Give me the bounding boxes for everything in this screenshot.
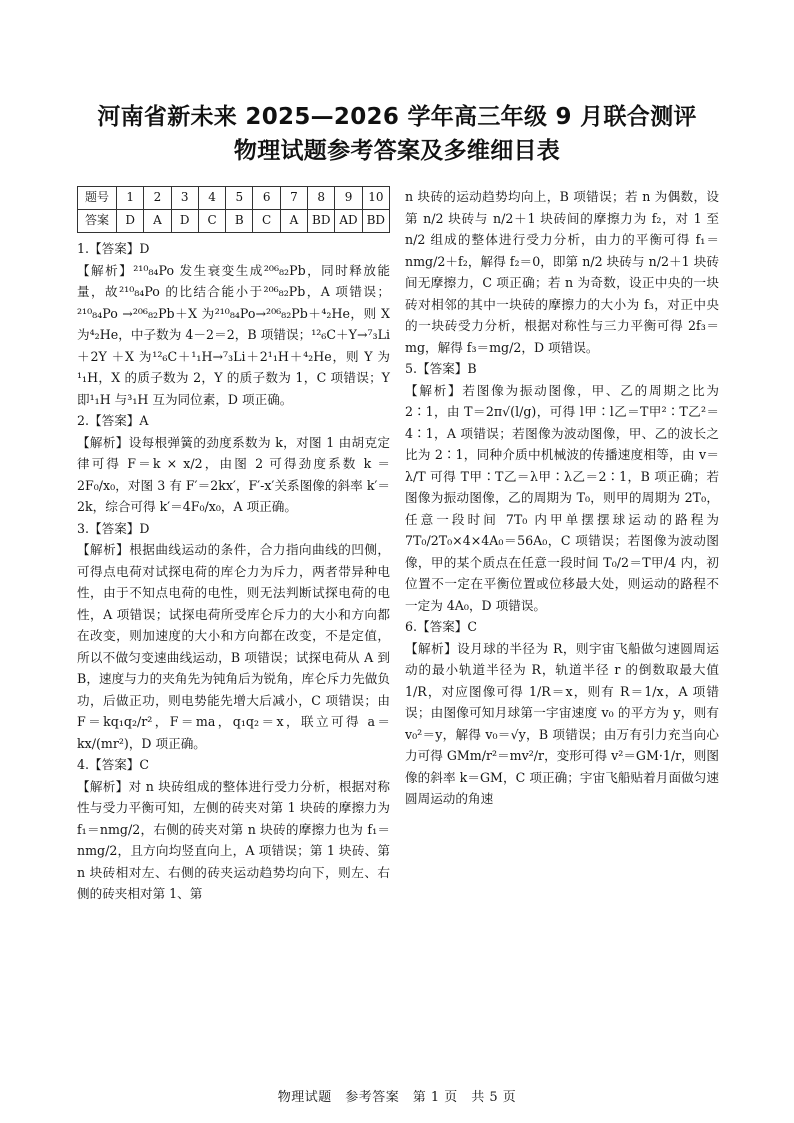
- answer-cell: BD: [308, 210, 335, 233]
- solution-paragraph: n 块砖的运动趋势均向上，B 项错误；若 n 为偶数，设第 n/2 块砖与 n/2＋1 块砖间的摩擦力为 f₂，对 1 至 n/2 组成的整体进行受力分析，由力的平衡可得 f₁＝nmg/2＋f₂，解得 f₂＝0，即第 n/2 块砖与 n/2＋1 块砖间无摩擦力，C 项正确；若 n 为奇数，设正中央的一块砖对相邻的其中一块砖的摩擦力的大小为 f₃，对正中央的一块砖受力分析，根据对称性与三力平衡可得 2f₃＝mg，解得 f₃＝mg/2，D 项错误。: [405, 189, 719, 355]
- right-column: [405, 186, 719, 810]
- answer-cell: A: [280, 210, 307, 233]
- question-number-cell: 10: [362, 187, 389, 210]
- document-subtitle: 物理试题参考答案及多维细目表: [233, 138, 561, 164]
- question-number-cell: 4: [198, 187, 225, 210]
- question-number-cell: 9: [335, 187, 362, 210]
- answer-heading: 3.【答案】D: [77, 520, 150, 536]
- solution-paragraph: 【解析】对 n 块砖组成的整体进行受力分析，根据对称性与受力平衡可知，左侧的砖夹对第 1 块砖的摩擦力为 f₁＝nmg/2，右侧的砖夹对第 n 块砖的摩擦力也为 f₁＝nmg/2，且方向均竖直向上，A 项错误；第 1 块砖、第 n 块砖相对左、右侧的砖夹运动趋势均向下，则左、右侧的砖夹相对第 1、第: [77, 778, 390, 901]
- answer-table-header-number: 题号: [78, 187, 117, 210]
- answer-cell: D: [171, 210, 198, 233]
- question-number-cell: 6: [253, 187, 280, 210]
- solution-paragraph: 【解析】若图像为振动图像，甲、乙的周期之比为 2∶1，由 T＝2π√(l/g)，可得 l甲∶l乙＝T甲²∶T乙²＝4∶1，A 项错误；若图像为波动图像，甲、乙的波长之比为 2∶1，同种介质中机械波的传播速度相等，由 v＝λ/T 可得 T甲∶T乙＝λ甲∶λ乙＝2∶1，B 项正确；若图像为振动图像，乙的周期为 T₀，则甲的周期为 2T₀，任意一段时间 7T₀ 内甲单摆摆球运动的路程为 7T₀/2T₀×4×4A₀＝56A₀，C 项错误；若图像为波动图像，甲的某个质点在任意一段时间 T₀/2＝T甲/4 内，初位置不一定在平衡位置或位移最大处，则运动的路程不一定为 4A₀，D 项错误。: [405, 382, 719, 613]
- question-number-cell: 3: [171, 187, 198, 210]
- left-column: [77, 186, 390, 905]
- solution-paragraph: 【解析】设每根弹簧的劲度系数为 k，对图 1 由胡克定律可得 F＝k × x/2，由图 2 可得劲度系数 k ＝2F₀/x₀，对图 3 有 F′＝2kx′，F′-x′关系图像的斜率 k′＝2k，综合可得 k′＝4F₀/x₀，A 项正确。: [77, 434, 390, 514]
- answer-table-header-answer: 答案: [78, 210, 117, 233]
- answer-cell: AD: [335, 210, 362, 233]
- answer-heading: 4.【答案】C: [77, 757, 150, 772]
- question-number-cell: 8: [308, 187, 335, 210]
- answer-table-answer-row: [78, 210, 390, 233]
- page-footer: 物理试题 参考答案 第 1 页 共 5 页: [277, 1090, 517, 1105]
- answer-cell: BD: [362, 210, 389, 233]
- answer-cell: C: [198, 210, 225, 233]
- question-number-cell: 1: [117, 187, 144, 210]
- answer-heading: 1.【答案】D: [77, 241, 150, 256]
- question-number-cell: 2: [144, 187, 171, 210]
- solution-paragraph: 【解析】设月球的半径为 R，则宇宙飞船做匀速圆周运动的最小轨道半径为 R，轨道半径 r 的倒数取最大值 1/R，对应图像可得 1/R＝x，则有 R＝1/x，A 项错误；由图像可知月球第一宇宙速度 v₀ 的平方为 y，则有 v₀²＝y，解得 v₀＝√y，B 项错误；由万有引力充当向心力可得 GMm/r²＝mv²/r，变形可得 v²＝GM·1/r，则图像的斜率 k＝GM，C 项正确；宇宙飞船贴着月面做匀速圆周运动的角速: [405, 640, 719, 806]
- answer-heading: 6.【答案】C: [405, 619, 478, 634]
- question-number-cell: 7: [280, 187, 307, 210]
- answer-table-number-row: [78, 187, 390, 210]
- solution-paragraph: 【解析】根据曲线运动的条件，合力指向曲线的凹侧，可得点电荷对试探电荷的库仑力为斥力，两者带异种电性，由于不知点电荷的电性，则无法判断试探电荷的电性，A 项错误；试探电荷所受库仑斥力的大小和方向都在改变，则加速度的大小和方向都在改变，不是定值，所以不做匀变速曲线运动，B 项错误；试探电荷从 A 到 B，速度与力的夹角先为钝角后为锐角，库仑斥力先做负功，后做正功，则电势能先增大后减小，C 项错误；由 F＝kq₁q₂/r²，F＝ma，q₁q₂＝x，联立可得 a＝kx/(mr²)，D 项正确。: [77, 542, 390, 751]
- document-title: 河南省新未来 2025—2026 学年高三年级 9 月联合测评: [97, 104, 697, 130]
- answer-cell: C: [253, 210, 280, 233]
- answer-cell: B: [226, 210, 253, 233]
- answer-cell: D: [117, 210, 144, 233]
- solution-paragraph: 【解析】²¹⁰₈₄Po 发生衰变生成²⁰⁶₈₂Pb，同时释放能量，故²¹⁰₈₄Po 的比结合能小于²⁰⁶₈₂Pb，A 项错误；²¹⁰₈₄Po →²⁰⁶₈₂Pb＋X 为²¹⁰₈₄Po→²⁰⁶₈₂Pb＋⁴₂He，则 X 为⁴₂He，中子数为 4－2＝2，B 项错误；¹²₆C＋Y→⁷₃Li＋2Y ＋X 为¹²₆C＋¹₁H→⁷₃Li＋2¹₁H＋⁴₂He，则 Y 为¹₁H，X 的质子数为 2，Y 的质子数为 1，C 项错误；Y 即¹₁H 与³₁H 互为同位素，D 项正确。: [77, 262, 390, 407]
- answer-heading: 5.【答案】B: [405, 361, 477, 376]
- question-number-cell: 5: [226, 187, 253, 210]
- answer-heading: 2.【答案】A: [77, 413, 149, 428]
- answer-cell: A: [144, 210, 171, 233]
- answer-table: [77, 186, 390, 233]
